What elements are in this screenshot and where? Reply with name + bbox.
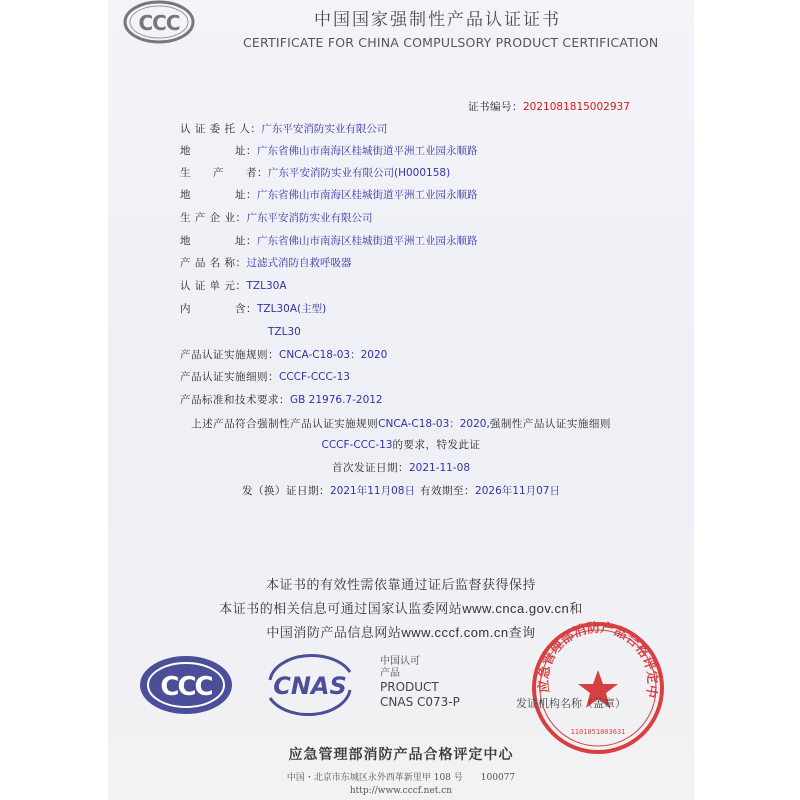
field-label: 生 产 企 业：	[180, 212, 247, 224]
field-row	[180, 388, 383, 407]
note-text: 本证书的相关信息可通过国家认监委网站	[219, 602, 463, 617]
field-label: 认 证 单 元：	[180, 280, 247, 292]
field-value: 广东平安消防实业有限公司(H000158)	[268, 167, 451, 179]
cnas-emblem-icon	[258, 650, 362, 720]
ccc-logo-bottom	[138, 654, 234, 716]
cccf-link[interactable]: www.cccf.com.cn	[401, 625, 509, 640]
field-label: 产品认证实施细则：	[180, 371, 279, 383]
field-row	[180, 274, 287, 293]
ccc-emblem-icon	[138, 654, 234, 716]
field-value: TZL30A	[246, 280, 287, 292]
cnas-code: CNAS C073-P	[380, 695, 460, 709]
field-value: 广东平安消防实业有限公司	[246, 212, 373, 224]
field-label: 地 址：	[180, 145, 257, 157]
first-issue-value: 2021-11-08	[408, 462, 471, 474]
field-row	[268, 320, 301, 339]
note-text: 和	[569, 602, 583, 617]
issuer-address: 中国・北京市东城区永外西革新里甲 108 号 100077	[286, 773, 516, 783]
statement-rule: CNCA-C18-03：2020,	[378, 418, 490, 430]
cnas-cn-line2: 产品	[380, 668, 400, 679]
ccc-logo-top	[122, 0, 196, 46]
statement-rule: CCCF-CCC-13	[321, 439, 393, 451]
field-row	[180, 183, 478, 202]
issue-date-value: 2021年11月08日	[330, 485, 415, 497]
cert-number-row	[468, 95, 630, 114]
cert-number-label: 证书编号：	[468, 101, 523, 113]
statement-line-1	[108, 412, 694, 431]
field-label: 产品标准和技术要求：	[180, 394, 290, 406]
field-label: 地 址：	[180, 189, 257, 201]
field-value: 广东省佛山市南海区桂城街道平洲工业园永顺路	[257, 189, 478, 201]
issuer-sign-text: 发证机构名称（盖章）	[516, 697, 626, 710]
statement-line-2	[108, 433, 694, 452]
valid-until-value: 2026年11月07日	[475, 485, 560, 497]
field-label: 内 含：	[180, 303, 257, 315]
cnas-info	[380, 656, 460, 710]
issuer-url[interactable]: http://www.cccf.net.cn	[349, 786, 453, 796]
field-row	[180, 161, 450, 180]
first-issue-label: 首次发证日期：	[331, 462, 409, 474]
cnas-logo	[258, 650, 362, 720]
field-label: 产 品 名 称：	[180, 257, 247, 269]
field-row	[180, 117, 387, 136]
seal-stamp-icon	[528, 618, 668, 758]
issuer-name: 应急管理部消防产品合格评定中心	[288, 747, 514, 763]
statement-text: 的要求，特发此证	[392, 439, 481, 451]
field-row	[180, 297, 326, 316]
note-text: 查询	[508, 626, 536, 641]
field-value: TZL30A(主型)	[257, 303, 327, 315]
field-value: GB 21976.7-2012	[290, 394, 383, 406]
official-seal	[528, 618, 668, 758]
field-value: 广东平安消防实业有限公司	[261, 123, 388, 135]
issue-valid-row	[108, 479, 694, 498]
statement-text: 上述产品符合强制性产品认证实施规则	[191, 418, 379, 430]
ccc-emblem-icon	[122, 0, 196, 46]
svg-text:应急管理部消防产品合格评定中心: 应急管理部消防产品合格评定中	[536, 620, 660, 699]
note-line-2	[108, 598, 694, 617]
note-line-1: 本证书的有效性需依靠通过证后监督获得保持	[265, 578, 536, 593]
field-label: 认 证 委 托 人：	[180, 123, 262, 135]
cert-number-value: 2021081815002937	[523, 101, 630, 113]
first-issue-date-row	[108, 456, 694, 475]
valid-until-label: 有效期至：	[420, 485, 476, 497]
cnas-cn-line1: 中国认可	[380, 656, 420, 667]
field-row	[180, 229, 478, 248]
field-label: 生 产 者：	[180, 167, 268, 179]
certificate-title-cn: 中国国家强制性产品认证证书	[314, 10, 561, 30]
field-row	[180, 343, 387, 362]
field-label: 产品认证实施规则：	[180, 349, 279, 361]
field-value: CNCA-C18-03：2020	[279, 349, 388, 361]
certificate-page	[108, 0, 694, 800]
field-row	[180, 139, 478, 158]
field-label: 地 址：	[180, 235, 257, 247]
statement-text: 强制性产品认证实施细则	[489, 418, 611, 430]
issue-date-label: 发（换）证日期：	[242, 485, 330, 497]
field-value: CCCF-CCC-13	[279, 371, 350, 383]
field-value: 广东省佛山市南海区桂城街道平洲工业园永顺路	[257, 235, 478, 247]
certificate-title-en: CERTIFICATE FOR CHINA COMPULSORY PRODUCT CERTIFICATION	[243, 35, 659, 50]
field-value: 广东省佛山市南海区桂城街道平洲工业园永顺路	[257, 145, 478, 157]
svg-text:1101051803631: 1101051803631	[570, 728, 626, 736]
field-row	[180, 251, 352, 270]
svg-text:CCC: CCC	[160, 672, 212, 702]
field-value: TZL30	[268, 326, 301, 338]
cnas-en-line: PRODUCT	[380, 680, 439, 694]
field-row	[180, 206, 373, 225]
svg-text:CCC: CCC	[138, 11, 180, 35]
field-row	[180, 365, 350, 384]
note-text: 中国消防产品信息网站	[266, 626, 402, 641]
svg-text:CNAS: CNAS	[273, 672, 347, 700]
field-value: 过滤式消防自救呼吸器	[246, 257, 352, 269]
cnca-link[interactable]: www.cnca.gov.cn	[462, 601, 570, 616]
